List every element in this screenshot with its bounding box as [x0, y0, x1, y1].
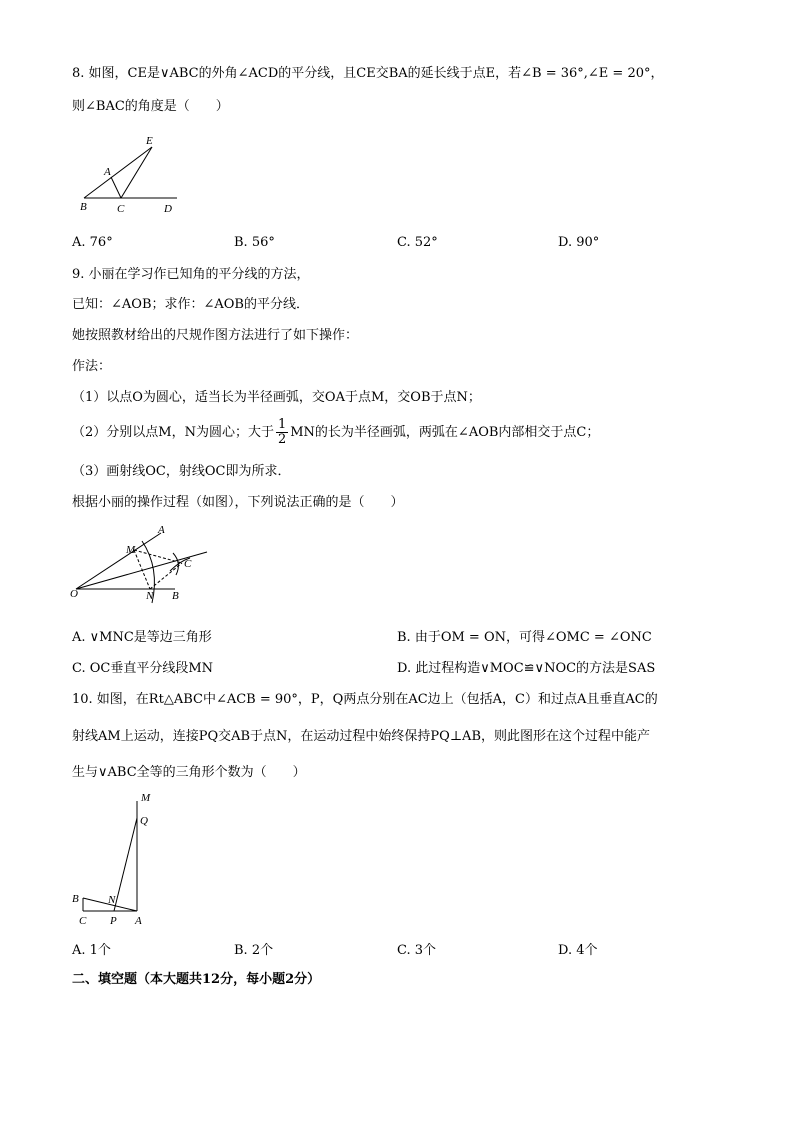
q8-option-c[interactable]: C. 52°	[397, 235, 438, 250]
q10-option-d[interactable]: D. 4个	[558, 943, 598, 958]
q9-option-b[interactable]: B. 由于OM = ON，可得∠OMC = ∠ONC	[397, 630, 652, 645]
section2-title: 二、填空题（本大题共12分，每小题2分）	[72, 972, 321, 987]
q10-label-M: M	[141, 792, 151, 804]
q10-label-A: A	[135, 915, 142, 927]
q9-step1: （1）以点O为圆心，适当长为半径画弧，交OA于点M，交OB于点N；	[72, 390, 481, 405]
q10-stem-line3: 生与∨ABC全等的三角形个数为（ ）	[72, 765, 306, 780]
q8-stem-line2: 则∠BAC的角度是（ ）	[72, 99, 229, 114]
q10-label-B: B	[72, 893, 79, 905]
q9-label-N: N	[146, 590, 154, 602]
q9-option-c[interactable]: C. OC垂直平分线段MN	[72, 661, 214, 676]
fraction-half: $\frac{1}{2}$	[277, 417, 287, 447]
q8-option-d[interactable]: D. 90°	[558, 235, 600, 250]
q8-label-C: C	[117, 203, 125, 215]
q9-figure	[70, 523, 220, 613]
q9-option-d[interactable]: D. 此过程构造∨MOC≌∨NOC的方法是SAS	[397, 661, 656, 676]
q8-option-b[interactable]: B. 56°	[234, 235, 275, 250]
q9-label-C: C	[184, 558, 192, 570]
q9-method-label: 作法：	[72, 359, 112, 374]
q8-label-B: B	[80, 201, 87, 213]
q9-label-A: A	[158, 524, 165, 536]
q9-stem-line3: 她按照教材给出的尺规作图方法进行了如下操作：	[72, 328, 359, 343]
q8-option-a[interactable]: A. 76°	[72, 235, 113, 250]
q8-figure	[76, 133, 196, 213]
q9-step2-post: MN的长为半径画弧，两弧在∠AOB内部相交于点C；	[290, 425, 600, 440]
q10-label-N: N	[108, 894, 116, 906]
q9-stem-line5: 根据小丽的操作过程（如图），下列说法正确的是（ ）	[72, 495, 404, 510]
q9-stem-line2: 已知：∠AOB；求作：∠AOB的平分线．	[72, 297, 309, 312]
q9-stem-line1: 9. 小丽在学习作已知角的平分线的方法，	[72, 267, 310, 282]
q10-stem-line1: 10. 如图，在Rt△ABC中∠ACB = 90°，P，Q两点分别在AC边上（包括A，C）和过点A且垂直AC的	[72, 692, 658, 707]
q9-label-B: B	[172, 590, 179, 602]
q9-label-O: O	[70, 588, 78, 600]
q10-label-Q: Q	[140, 815, 148, 827]
q9-option-a[interactable]: A. ∨MNC是等边三角形	[72, 630, 212, 645]
q8-stem-line1: 8. 如图，CE是∨ABC的外角∠ACD的平分线，且CE交BA的延长线于点E，若∠B = 36°,∠E = 20°，	[72, 66, 664, 81]
q9-step2-pre: （2）分别以点M，N为圆心；大于	[72, 425, 274, 440]
q10-figure	[70, 791, 160, 931]
q10-stem-line2: 射线AM上运动，连接PQ交AB于点N，在运动过程中始终保持PQ⊥AB，则此图形在这个过程中能产	[72, 729, 650, 744]
q8-label-E: E	[146, 135, 153, 147]
q10-label-C: C	[79, 915, 87, 927]
q9-step3: （3）画射线OC，射线OC即为所求．	[72, 464, 291, 479]
q10-option-a[interactable]: A. 1个	[72, 943, 111, 958]
q8-label-D: D	[164, 203, 172, 215]
q10-label-P: P	[110, 915, 117, 927]
q10-option-b[interactable]: B. 2个	[234, 943, 274, 958]
q9-label-M: M	[126, 544, 136, 556]
q9-step2	[72, 418, 599, 447]
q8-label-A: A	[104, 166, 111, 178]
q10-option-c[interactable]: C. 3个	[397, 943, 437, 958]
